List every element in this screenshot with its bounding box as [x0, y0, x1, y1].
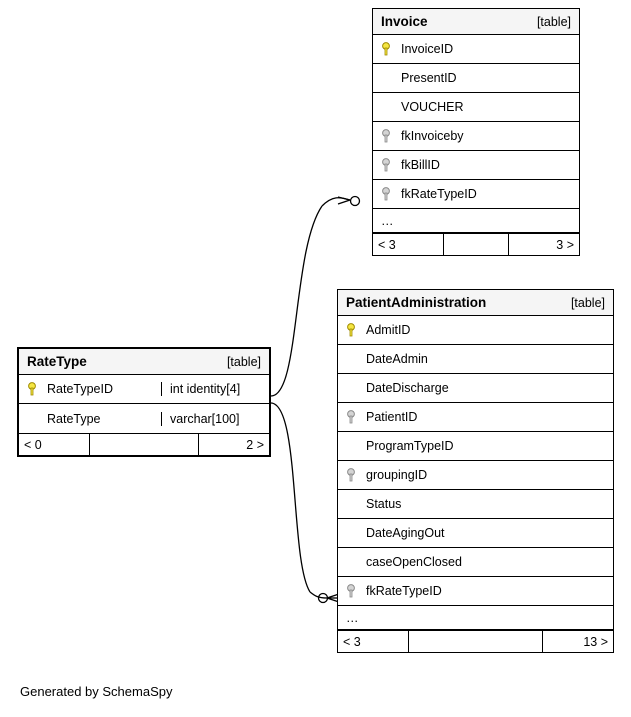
edge-invoice-crowfoot — [338, 197, 350, 204]
incoming-relations-count[interactable]: < 0 — [24, 437, 42, 452]
table-invoice-tag: [table] — [536, 14, 571, 29]
column-name: AdmitID — [366, 323, 411, 337]
edge-patientadministration-zero-marker — [319, 594, 328, 603]
table-ratetype[interactable] — [17, 347, 271, 457]
table-row[interactable] — [19, 375, 269, 404]
foreign-key-icon — [373, 129, 399, 144]
outgoing-relations-count[interactable]: 3 > — [556, 237, 574, 252]
primary-key-icon — [373, 42, 399, 57]
table-patientadministration-columns — [338, 316, 613, 630]
column-name: VOUCHER — [401, 100, 464, 114]
table-invoice-columns — [373, 35, 579, 233]
primary-key-icon — [338, 323, 364, 338]
column-name: fkInvoiceby — [401, 129, 464, 143]
column-name: DateAgingOut — [366, 526, 445, 540]
column-name: DateDischarge — [366, 381, 449, 395]
table-row[interactable] — [373, 93, 579, 122]
table-row[interactable] — [338, 345, 613, 374]
table-row[interactable] — [338, 432, 613, 461]
table-ratetype-footer — [19, 433, 269, 455]
column-name: groupingID — [366, 468, 428, 482]
column-name: fkRateTypeID — [366, 584, 442, 598]
table-row[interactable] — [338, 490, 613, 519]
table-invoice[interactable] — [372, 8, 580, 256]
table-row[interactable] — [338, 403, 613, 432]
more-columns-indicator: … — [338, 606, 613, 630]
foreign-key-icon — [373, 187, 399, 202]
edge-invoice-tail — [322, 198, 350, 206]
outgoing-relations-count[interactable]: 2 > — [246, 437, 264, 452]
footer-divider — [408, 631, 543, 652]
column-name: Status — [366, 497, 402, 511]
column-name: InvoiceID — [401, 42, 454, 56]
table-patientadministration-name: PatientAdministration — [346, 295, 487, 310]
incoming-relations-count[interactable]: < 3 — [378, 237, 396, 252]
table-invoice-header — [373, 9, 579, 35]
table-ratetype-name: RateType — [27, 354, 87, 369]
foreign-key-icon — [338, 468, 364, 483]
edge-patientadministration-tail — [310, 592, 327, 598]
column-name: PatientID — [366, 410, 418, 424]
column-name: fkRateTypeID — [401, 187, 477, 201]
foreign-key-icon — [373, 158, 399, 173]
footer-divider — [443, 234, 509, 255]
table-row[interactable] — [19, 404, 269, 433]
table-row[interactable] — [338, 548, 613, 577]
table-row[interactable] — [338, 461, 613, 490]
outgoing-relations-count[interactable]: 13 > — [583, 634, 608, 649]
table-patientadministration[interactable] — [337, 289, 614, 653]
table-row[interactable] — [373, 35, 579, 64]
more-columns-indicator: … — [373, 209, 579, 233]
edge-ratetype-invoice — [271, 206, 322, 396]
column-type: int identity[4] — [161, 382, 269, 396]
table-row[interactable] — [338, 577, 613, 606]
generated-by-credit: Generated by SchemaSpy — [20, 684, 173, 699]
column-type: varchar[100] — [161, 412, 269, 426]
column-name: RateTypeID — [47, 382, 114, 396]
table-ratetype-tag: [table] — [226, 354, 261, 369]
table-invoice-footer — [373, 233, 579, 255]
column-name: DateAdmin — [366, 352, 428, 366]
foreign-key-icon — [338, 410, 364, 425]
table-ratetype-header — [19, 349, 269, 375]
primary-key-icon — [19, 382, 45, 397]
edge-invoice-zero-marker — [351, 197, 360, 206]
column-name: RateType — [47, 411, 101, 426]
table-row[interactable] — [338, 374, 613, 403]
table-row[interactable] — [338, 316, 613, 345]
column-name: fkBillID — [401, 158, 440, 172]
column-name: PresentID — [401, 71, 457, 85]
edge-ratetype-patientadministration — [271, 403, 310, 592]
table-row[interactable] — [373, 122, 579, 151]
footer-divider — [89, 434, 199, 455]
foreign-key-icon — [338, 584, 364, 599]
table-row[interactable] — [373, 180, 579, 209]
table-row[interactable] — [373, 151, 579, 180]
table-patientadministration-footer — [338, 630, 613, 652]
column-name: ProgramTypeID — [366, 439, 454, 453]
column-name: caseOpenClosed — [366, 555, 462, 569]
table-row[interactable] — [373, 64, 579, 93]
table-patientadministration-header — [338, 290, 613, 316]
table-patientadministration-tag: [table] — [570, 295, 605, 310]
table-row[interactable] — [338, 519, 613, 548]
incoming-relations-count[interactable]: < 3 — [343, 634, 361, 649]
table-ratetype-columns — [19, 375, 269, 433]
table-invoice-name: Invoice — [381, 14, 428, 29]
